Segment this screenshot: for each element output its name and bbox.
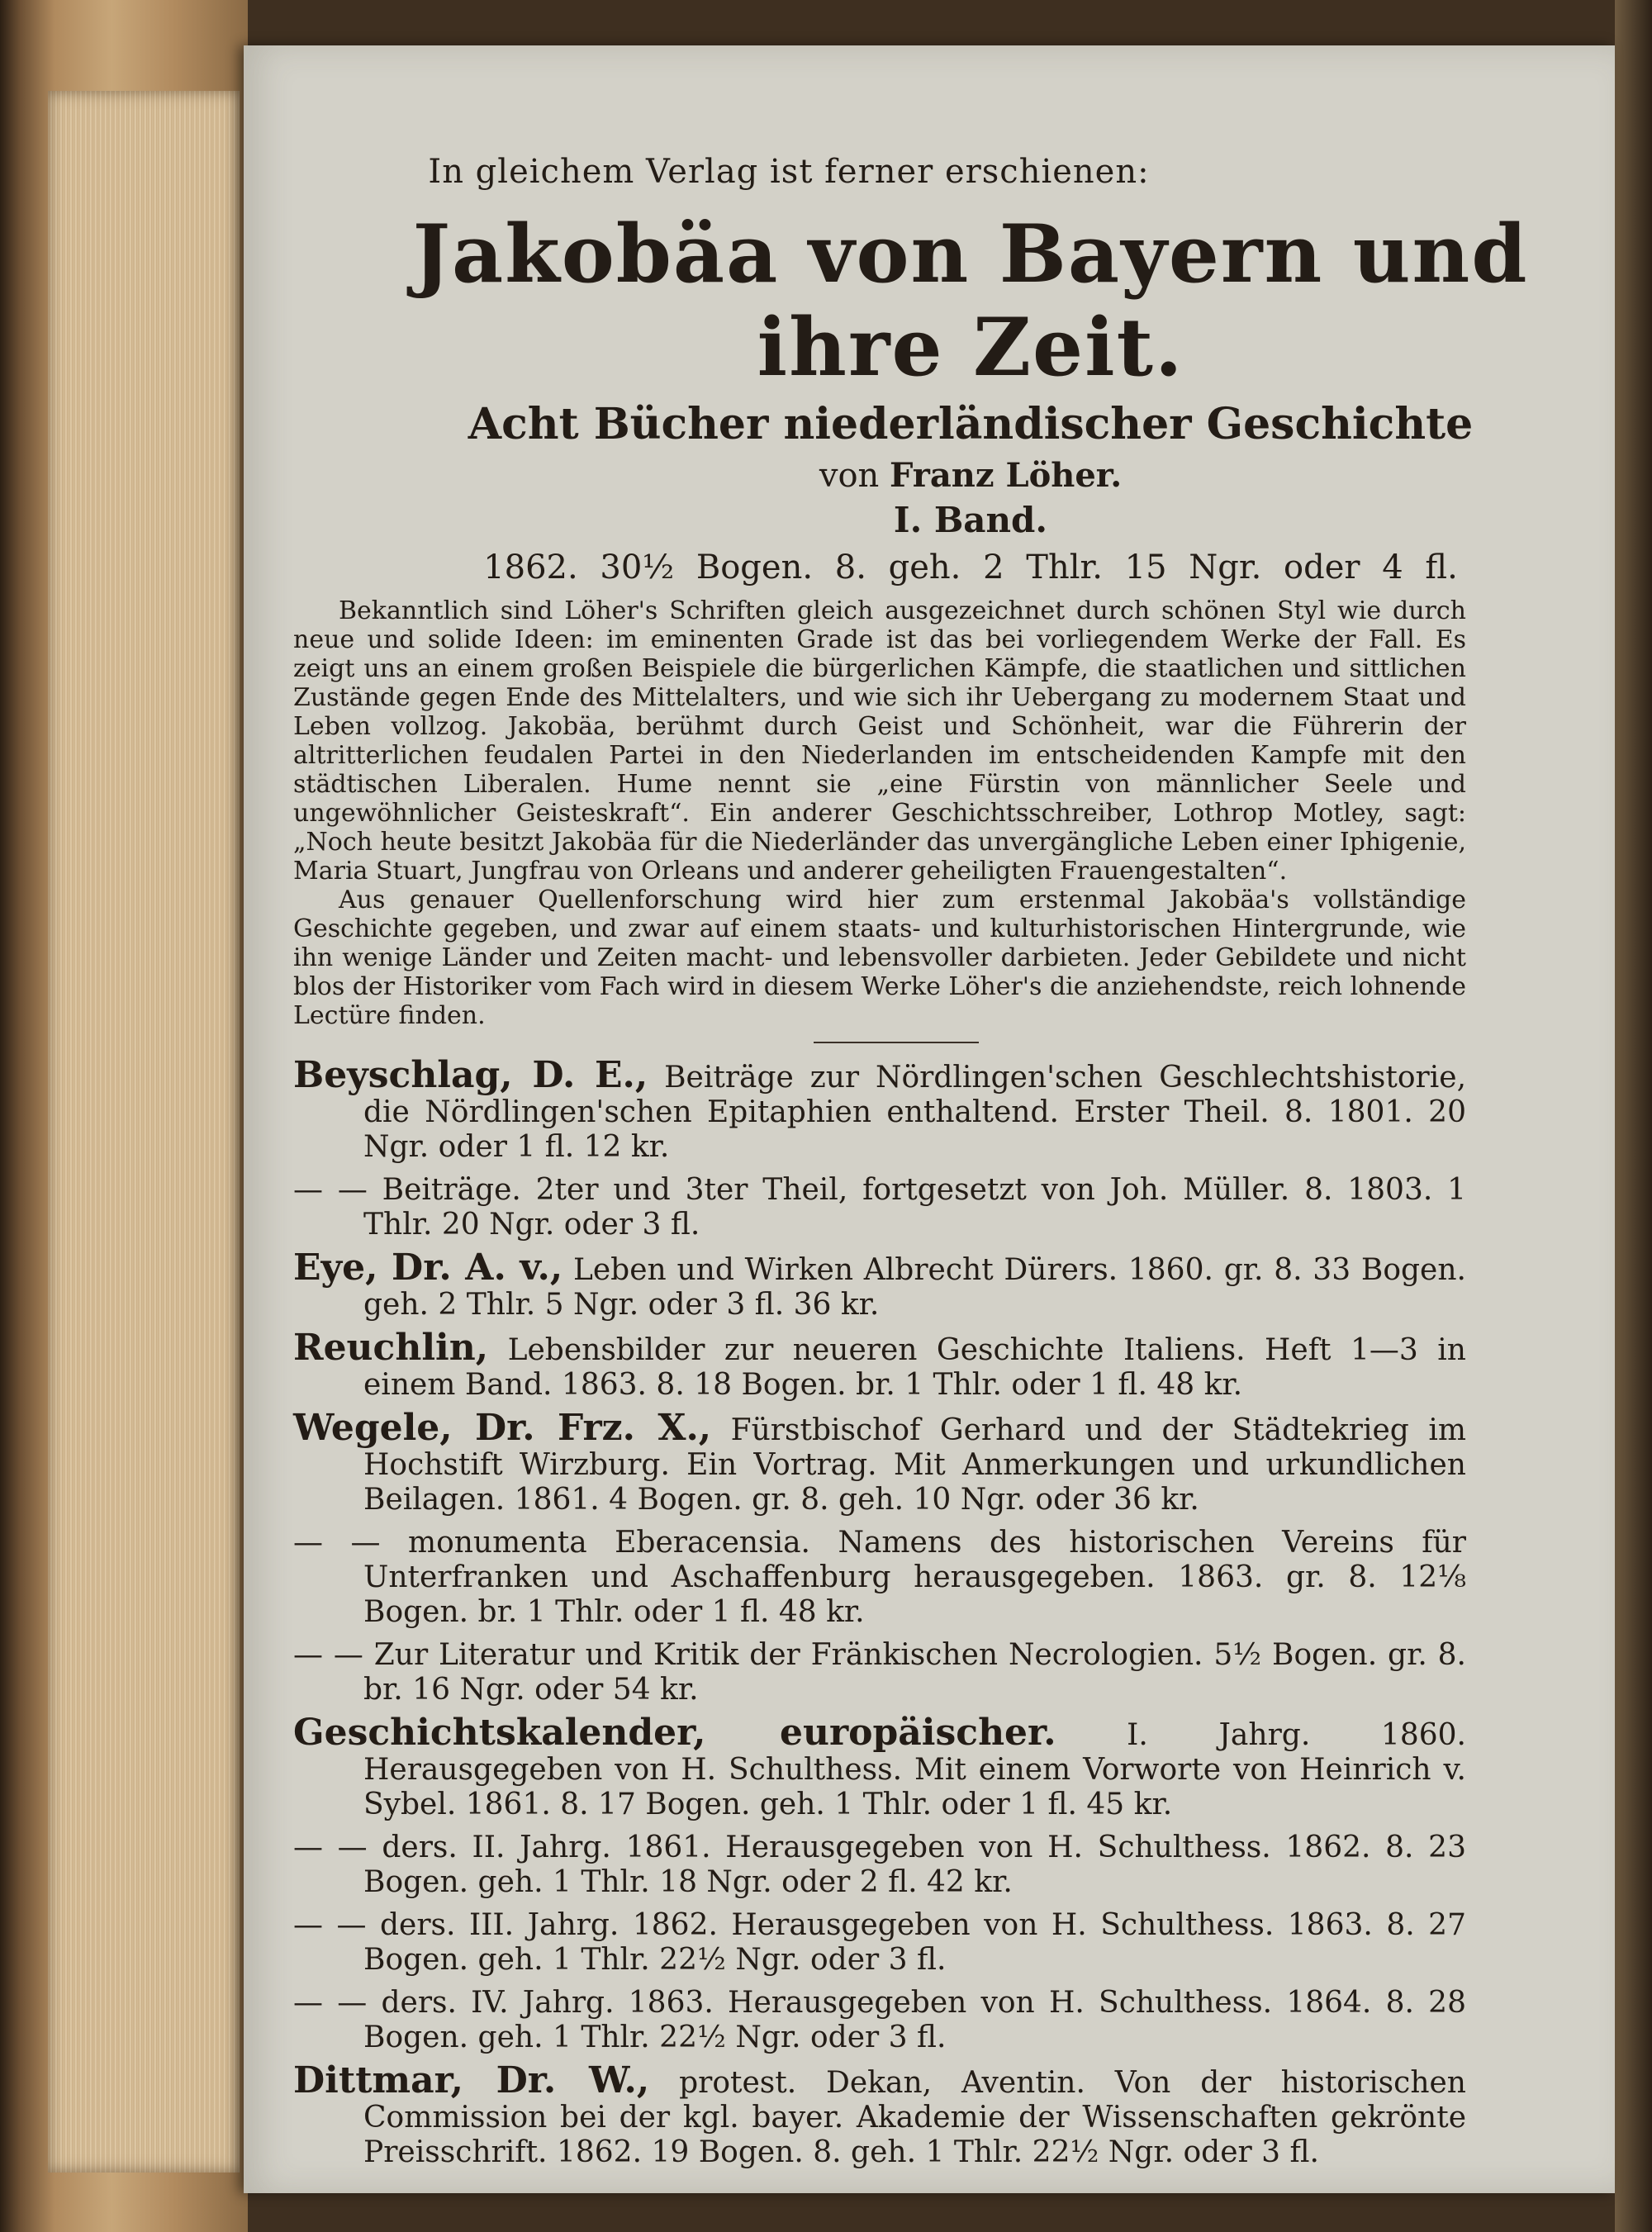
entry-author: Beyschlag, D. E., [293,1054,648,1096]
entry-author: — — [293,1908,367,1942]
entry-author: — — [293,1173,368,1207]
entry-text: Fürstbischof Gerhard und der Städtekrieg im Hochstift Wirzburg. Ein Vortrag. Mit Anmerkungen und urkundlichen Beilagen. 1861. 4 Bogen. gr. 8. geh. 10 Ngr. oder 36 kr. [363,1413,1466,1517]
book-title: Jakobäa von Bayern und ihre Zeit. [412,207,1529,394]
description [293,596,1466,1030]
entry-text: Beiträge. 2ter und 3ter Theil, fortgesetzt von Joh. Müller. 8. 1803. 1 Thlr. 20 Ngr. oder 3 fl. [363,1173,1467,1242]
entry-text: monumenta Eberacensia. Namens des historischen Vereins für Unterfranken und Aschaffenburg herausgegeben. 1863. gr. 8. 12⅛ Bogen. br. 1 Thlr. oder 1 fl. 48 kr. [363,1526,1466,1629]
catalog-entry [293,1831,1466,1900]
catalog-entry [293,2059,1466,2170]
entry-text: protest. Dekan, Aventin. Von der historischen Commission bei der kgl. bayer. Akademie der Wissenschaften gekrönte Preisschrift. 1862. 19 Bogen. 8. geh. 1 Thlr. 22½ Ngr. oder 3 fl. [363,2066,1466,2169]
catalog-entry [293,1247,1466,1323]
author-prefix: von [819,457,880,495]
entry-text: ders. III. Jahrg. 1862. Herausgegeben von H. Schulthess. 1863. 8. 27 Bogen. geh. 1 Thlr. 22½ Ngr. oder 3 fl. [363,1908,1466,1977]
entry-author: Dittmar, Dr. W., [293,2059,650,2101]
author-line [335,456,1607,495]
catalog-entry [293,1327,1466,1403]
description-paragraph: Aus genauer Quellenforschung wird hier zum erstenmal Jakobäa's vollständige Geschichte gegeben, und zwar auf einem staats- und kulturhistorischen Hintergrunde, wie ihn wenige Länder und Zeiten macht- und lebensvoller darbieten. Jeder Gebildete und nicht blos der Historiker vom Fach wird in diesem Werke Löher's die anziehendste, reich lohnende Lectüre finden. [293,886,1466,1030]
page-block-edge [48,91,240,2173]
page-content [293,153,1652,2178]
catalog-entry [293,1712,1466,1822]
author-name: Franz Löher. [890,456,1123,495]
intro-line: In gleichem Verlag ist ferner erschienen: [428,153,1150,191]
entry-text: ders. II. Jahrg. 1861. Herausgegeben von H. Schulthess. 1862. 8. 23 Bogen. geh. 1 Thlr. 18 Ngr. oder 2 fl. 42 kr. [363,1831,1466,1899]
entry-text: Beiträge zur Nördlingen'schen Geschlechtshistorie, die Nördlingen'schen Epitaphien enthaltend. Erster Theil. 8. 1801. 20 Ngr. oder 1 fl. 12 kr. [363,1061,1467,1164]
catalog-entry [293,1526,1466,1630]
book-page [244,45,1615,2193]
entry-text: Leben und Wirken Albrecht Dürers. 1860. gr. 8. 33 Bogen. geh. 2 Thlr. 5 Ngr. oder 3 fl. 36 kr. [363,1253,1466,1322]
entry-text: Lebensbilder zur neueren Geschichte Italiens. Heft 1—3 in einem Band. 1863. 8. 18 Bogen. br. 1 Thlr. oder 1 fl. 48 kr. [363,1333,1466,1402]
entry-author: — — [293,1986,368,2020]
entry-author: Eye, Dr. A. v., [293,1247,563,1289]
entry-text: I. Jahrg. 1860. Herausgegeben von H. Schulthess. Mit einem Vorworte von Heinrich v. Sybel. 1861. 8. 17 Bogen. geh. 1 Thlr. oder 1 fl. 45 kr. [363,1718,1466,1821]
entry-author: — — [293,1526,381,1560]
catalog-entry [293,1173,1466,1242]
entry-author: Reuchlin, [293,1327,489,1369]
book-subtitle: Acht Bücher niederländischer Geschichte [468,399,1474,449]
entry-author: — — [293,1831,368,1864]
entry-author: Wegele, Dr. Frz. X., [293,1407,712,1449]
catalog-entry [293,1638,1466,1707]
entry-text: ders. IV. Jahrg. 1863. Herausgegeben von H. Schulthess. 1864. 8. 28 Bogen. geh. 1 Thlr. 22½ Ngr. oder 3 fl. [363,1986,1466,2054]
catalog-entry [293,1407,1466,1517]
entry-author: Geschichtskalender, europäischer. [293,1712,1056,1754]
catalog-entry [293,1908,1466,1978]
description-paragraph: Bekanntlich sind Löher's Schriften gleich ausgezeichnet durch schönen Styl wie durch neue und solide Ideen: im eminenten Grade ist das bei vorliegendem Werke der Fall. Es zeigt uns an einem großen Beispiele die bürgerlichen Kämpfe, die staatlichen und sittlichen Zustände gegen Ende des Mittelalters, und wie sich ihr Uebergang zu modernem Staat und Leben vollzog. Jakobäa, berühmt durch Geist und Schönheit, war die Führerin der altritterlichen feudalen Partei in den Niederlanden im entscheidenden Kampfe mit den städtischen Liberalen. Hume nennt sie „eine Fürstin von männlicher Seele und ungewöhnlicher Geisteskraft“. Ein anderer Geschichtsschreiber, Lothrop Motley, sagt: „Noch heute besitzt Jakobäa für die Niederländer das unvergängliche Leben einer Iphigenie, Maria Stuart, Jungfrau von Orleans und anderer geheiligten Frauengestalten“. [293,596,1466,886]
volume-label: I. Band. [893,500,1048,540]
catalog-entries [293,1054,1467,2170]
publication-info: 1862. 30½ Bogen. 8. geh. 2 Thlr. 15 Ngr. oder 4 fl. [483,549,1458,586]
entry-author: — — [293,1638,363,1672]
catalog-entry [293,1054,1467,1165]
divider-rule [814,1042,979,1043]
catalog-entry [293,1986,1466,2055]
entry-text: Zur Literatur und Kritik der Fränkischen Necrologien. 5½ Bogen. gr. 8. br. 16 Ngr. oder 54 kr. [363,1638,1466,1707]
